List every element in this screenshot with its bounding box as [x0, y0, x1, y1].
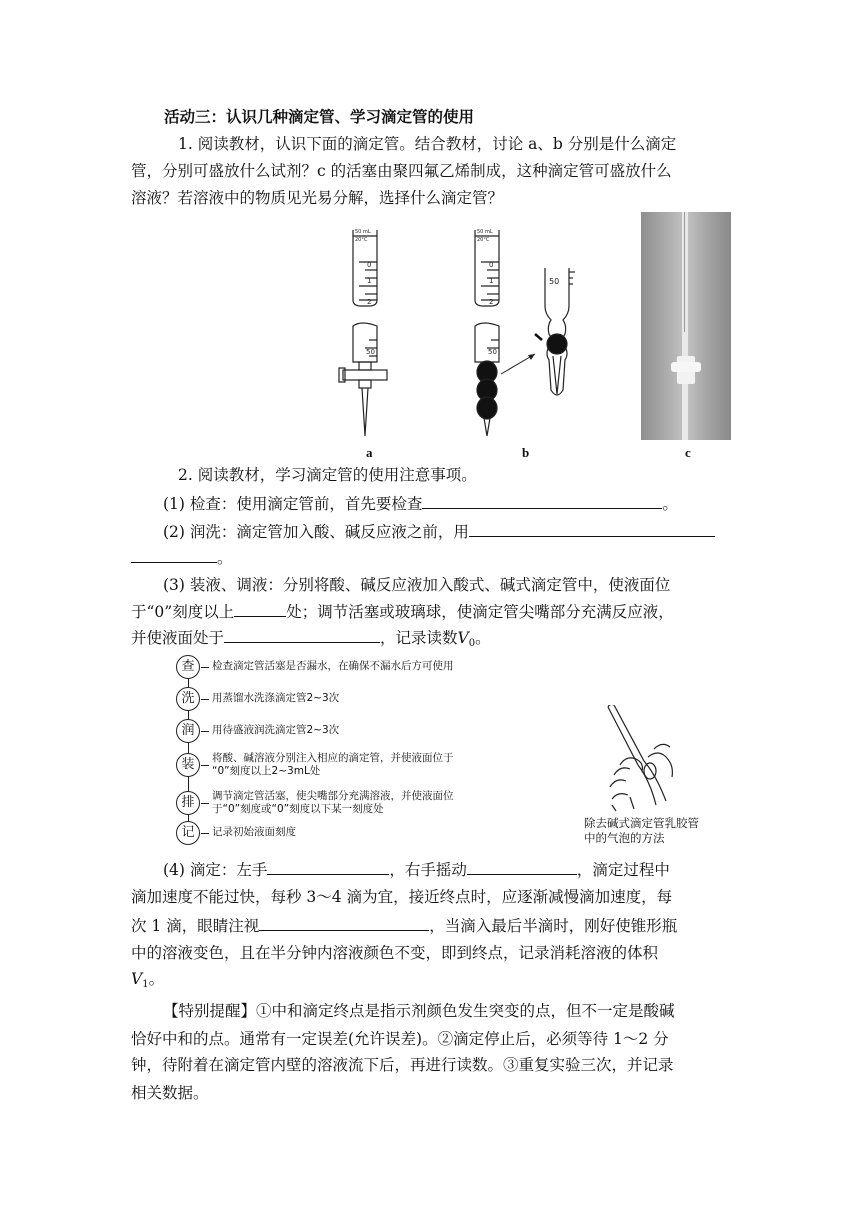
svg-text:1: 1 — [367, 277, 372, 285]
q2-fill-3 — [131, 626, 491, 655]
burette-figure-ab — [335, 222, 635, 440]
tip-line-1: 【特别提醒】①中和滴定终点是指示剂颜色发生突变的点，但不一定是酸碱 — [163, 1002, 675, 1020]
figure-label-c: c — [685, 445, 691, 460]
q1-line-3: 溶液？若溶液中的物质见光易分解，选择什么滴定管？ — [131, 189, 504, 207]
check-end: 。 — [662, 495, 678, 513]
svg-text:20°C: 20°C — [477, 237, 490, 243]
flow-step-text: 调节滴定管活塞，使尖嘴部分充满溶液，并使液面位 — [212, 790, 454, 802]
q1-line-2: 管，分别可盛放什么试剂？c 的活塞由聚四氟乙烯制成，这种滴定管可盛放什么 — [131, 162, 672, 180]
teflon-burette-photo — [641, 212, 731, 440]
flow-connector — [201, 765, 209, 766]
q4-line-2: 滴加速度不能过快，每秒 3～4 滴为宜，接近终点时，应逐渐减慢滴加速度，每 — [131, 888, 673, 906]
flow-connector — [201, 699, 209, 700]
glass-bead-detail — [545, 268, 575, 395]
rinse-blank-2[interactable] — [131, 546, 217, 563]
check-text: (1) 检查：使用滴定管前，首先要检查 — [163, 495, 423, 513]
flow-step-text: 检查滴定管活塞是否漏水，在确保不漏水后方可使用 — [212, 660, 454, 672]
svg-text:0: 0 — [367, 261, 372, 269]
q4-blank-2[interactable] — [467, 858, 577, 875]
hand-caption-line-2: 中的气泡的方法 — [584, 831, 665, 845]
svg-text:20°C: 20°C — [355, 237, 368, 243]
svg-text:0: 0 — [489, 261, 494, 269]
q2-check — [163, 492, 678, 515]
q4-text-b: ，右手摇动 — [389, 861, 467, 879]
svg-text:50 mL: 50 mL — [477, 229, 493, 235]
svg-text:2: 2 — [489, 298, 494, 306]
q2-fill-2 — [131, 600, 674, 623]
q4-blank-1[interactable] — [267, 858, 389, 875]
q4-line-1 — [163, 858, 670, 881]
svg-text:1: 1 — [489, 277, 494, 285]
flow-step-text-2: 于“0”刻度或“0”刻度以下某一刻度处 — [212, 803, 384, 815]
tip-line-4: 相关数据。 — [131, 1084, 209, 1102]
flow-step-text: 记录初始液面刻度 — [212, 826, 296, 838]
hand-caption-line-1: 除去碱式滴定管乳胶管 — [584, 816, 699, 830]
flow-node: 润 — [176, 719, 200, 743]
fill-2-text-a: 于“0”刻度以上 — [131, 603, 235, 621]
rinse-blank-1[interactable] — [469, 520, 715, 537]
q2-rinse-cont — [131, 546, 233, 569]
fill-blank-1[interactable] — [234, 600, 286, 617]
burette-b-bottom — [475, 323, 499, 436]
flow-connector — [201, 731, 209, 732]
fill-2-text-b: 处；调节活塞或玻璃球，使滴定管尖嘴部分充满反应液， — [286, 603, 674, 621]
q4-line-3 — [131, 914, 677, 937]
svg-text:50: 50 — [366, 348, 375, 356]
burette-a-bottom — [339, 323, 387, 436]
flow-node: 查 — [176, 655, 200, 679]
rinse-end: 。 — [217, 549, 233, 567]
q2-intro: 2. 阅读教材，学习滴定管的使用注意事项。 — [178, 466, 477, 484]
procedure-flowchart — [176, 655, 536, 845]
fill-3-end: 。 — [475, 629, 491, 647]
q1-line-1: 1. 阅读教材，认识下面的滴定管。结合教材，讨论 a、b 分别是什么滴定 — [178, 135, 677, 153]
flow-connector — [201, 803, 209, 804]
q4-end: 。 — [148, 970, 165, 988]
q4-text-e: ，当滴入最后半滴时，刚好使锥形瓶 — [429, 917, 678, 935]
figure-label-b: b — [522, 445, 530, 460]
flow-connector — [201, 833, 209, 834]
q4-text-c: ，滴定过程中 — [576, 861, 670, 879]
q4-line-5 — [131, 968, 164, 996]
flow-node: 洗 — [176, 687, 200, 711]
tip-line-2: 恰好中和的点。通常有一定误差(允许误差)。②滴定停止后，必须等待 1～2 分 — [131, 1030, 669, 1048]
svg-text:2: 2 — [367, 298, 372, 306]
volume-v: V — [131, 970, 143, 988]
q4-line-4: 中的溶液变色，且在半分钟内溶液颜色不变，即到终点，记录消耗溶液的体积 — [131, 944, 659, 962]
q4-text-d: 次 1 滴，眼睛注视 — [131, 917, 260, 935]
reading-sub: 0 — [468, 638, 476, 649]
hand-illustration — [590, 705, 730, 813]
reading-v: V — [457, 629, 469, 647]
q2-fill-1: (3) 装液、调液：分别将酸、碱反应液加入酸式、碱式滴定管中，使液面位 — [163, 576, 671, 594]
fill-blank-2[interactable] — [224, 626, 380, 643]
flow-step-text-2: “0”刻度以上2~3mL处 — [212, 765, 321, 777]
flow-step-text: 将酸、碱溶液分别注入相应的滴定管，并使液面位于 — [212, 752, 454, 764]
flow-node: 装 — [176, 753, 200, 777]
flow-connector — [201, 667, 209, 668]
tip-line-3: 钟，待附着在滴定管内壁的溶液流下后，再进行读数。③重复实验三次，并记录 — [131, 1056, 674, 1074]
flow-step-text: 用待盛液润洗滴定管2~3次 — [212, 724, 340, 736]
svg-text:50 mL: 50 mL — [355, 229, 371, 235]
volume-sub: 1 — [142, 979, 149, 990]
q2-rinse — [163, 520, 715, 543]
q4-blank-3[interactable] — [259, 914, 429, 931]
rinse-text: (2) 润洗：滴定管加入酸、碱反应液之前，用 — [163, 523, 469, 541]
flow-step-text: 用蒸馏水洗涤滴定管2~3次 — [212, 692, 340, 704]
svg-text:50: 50 — [488, 348, 497, 356]
fill-3-text-b: ，记录读数 — [380, 629, 458, 647]
q4-text-a: (4) 滴定：左手 — [163, 861, 268, 879]
section-heading: 活动三：认识几种滴定管、学习滴定管的使用 — [164, 107, 475, 126]
figure-label-a: a — [366, 445, 373, 460]
flow-node: 记 — [176, 821, 200, 845]
fill-3-text-a: 并使液面处于 — [131, 629, 225, 647]
check-blank[interactable] — [422, 492, 662, 509]
flow-node: 排 — [176, 791, 200, 815]
svg-text:50: 50 — [549, 277, 560, 286]
